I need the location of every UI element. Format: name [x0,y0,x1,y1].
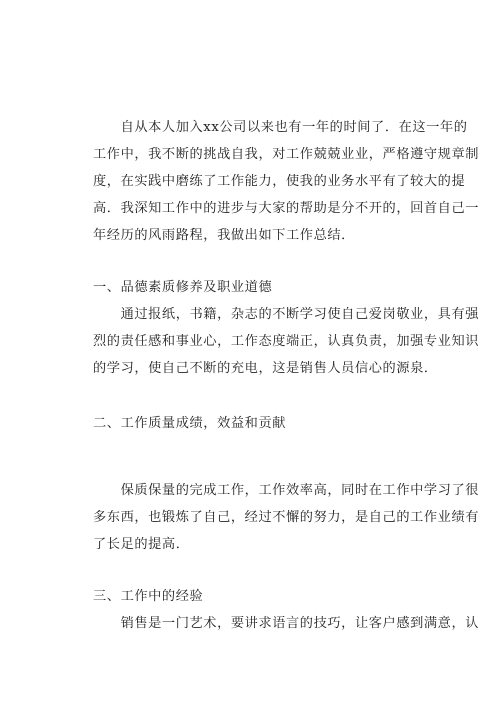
paragraph-performance [93,477,480,558]
paragraph-experience [93,610,480,637]
text-line: 保质保量的完成工作，工作效率高，同时在工作中学习了很 [93,483,480,498]
text-line: 多东西，也锻炼了自己，经过不懈的努力，是自己的工作业绩有 [93,510,480,525]
text-line: 自从本人加入xx公司以来也有一年的时间了．在这一年的 [93,120,468,135]
document-body [93,114,480,637]
section-heading-ethics: 一、品德素质修养及职业道德 [93,280,273,295]
paragraph-ethics [93,301,480,382]
section-heading-performance: 二、工作质量成绩，效益和贡献 [93,416,287,431]
text-line: 通过报纸，书籍，杂志的不断学习使自己爱岗敬业，具有强 [93,307,480,322]
paragraph-intro [93,114,480,249]
text-line: 烈的责任感和事业心，工作态度端正，认真负责，加强专业知识 [93,334,480,349]
text-line: 销售是一门艺术，要讲求语言的技巧，让客户感到满意，认 [93,616,480,631]
text-line: 高．我深知工作中的进步与大家的帮助是分不开的，回首自己一 [93,201,480,216]
text-line: 的学习，使自己不断的充电，这是销售人员信心的源泉． [93,361,438,376]
text-line: 年经历的风雨路程，我做出如下工作总结． [93,228,355,243]
section-heading-experience: 三、工作中的经验 [93,589,204,604]
text-line: 度，在实践中磨练了工作能力，使我的业务水平有了较大的提 [93,174,466,189]
text-line: 工作中，我不断的挑战自我，对工作兢兢业业，严格遵守规章制 [93,147,480,162]
text-line: 了长足的提高． [93,537,190,552]
